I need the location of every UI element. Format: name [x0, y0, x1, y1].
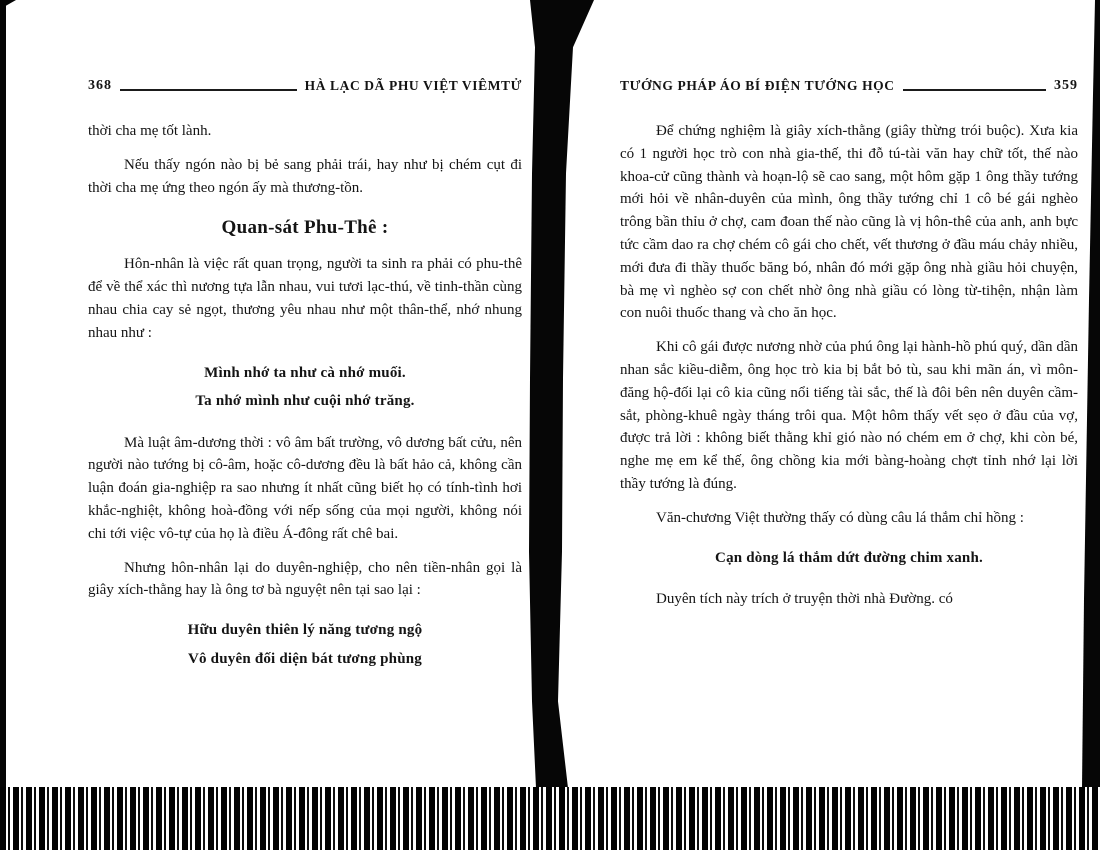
- paragraph-marriage: Hôn-nhân là việc rất quan trọng, người ta sinh ra phải có phu-thê để về thể xác thì nương tựa lẫn nhau, vui tươi lạc-thú, về tinh-thần cùng nhau chia cay sẻ ngọt, thương yêu nhau như một thân-thể, nhớ nhung nhau như :: [88, 256, 522, 341]
- page-number-right: 359: [1054, 78, 1078, 93]
- verse-quote: [620, 544, 1078, 573]
- book-page-left: [88, 78, 522, 689]
- verse-line: Vô duyên đối diện bát tương phùng: [188, 650, 422, 667]
- verse-folk: [88, 359, 522, 416]
- book-binding-gutter-shadow: [520, 0, 600, 788]
- left-page-edge-shadow: [0, 0, 6, 788]
- header-rule: [903, 89, 1046, 91]
- scan-corner-mark: [0, 0, 16, 16]
- paragraph-destiny: Nhưng hôn-nhân lại do duyên-nghiệp, cho nên tiền-nhân gọi là giây xích-thằng hay là ông tơ bà nguyệt nên tại sao lại :: [88, 559, 522, 599]
- running-title-left: HÀ LẠC DÃ PHU VIỆT VIÊMTỬ: [304, 78, 522, 93]
- page-number-left: 368: [88, 78, 112, 93]
- paragraph-continuation: thời cha mẹ tốt lành.: [88, 123, 212, 139]
- right-page-edge-shadow: [1078, 0, 1100, 788]
- verse-line: Mình nhớ ta như cà nhớ muối.: [204, 364, 406, 381]
- running-header-left: [88, 78, 522, 94]
- verse-sino: [88, 616, 522, 673]
- scan-bottom-stripe-artifact: [0, 787, 1100, 850]
- running-header-right: [620, 78, 1078, 94]
- verse-line: Cạn dòng lá thắm dứt đường chim xanh.: [715, 549, 983, 566]
- verse-line: Ta nhớ mình như cuội nhớ trăng.: [195, 393, 415, 410]
- paragraph-literature: Văn-chương Việt thường thấy có dùng câu lá thắm chỉ hồng :: [656, 509, 1024, 526]
- book-page-right: [620, 78, 1078, 622]
- paragraph-origin: Duyên tích này trích ở truyện thời nhà Đường. có: [656, 591, 953, 608]
- paragraph-yinyang: Mà luật âm-dương thời : vô âm bất trường, vô dương bất cửu, nên người nào tướng bị cô-âm, hoặc cô-dương đều là bất hảo cả, không cần luận đoán gia-nghiệp ra sao nhưng ít nhất cũng biết họ có tính-tình hơi khắc-nghiệt, không hoà-đồng với nếp sống của mọi người, không nói chi tới việc vô-tự của họ là điều Á-đông rất chê bai.: [88, 434, 522, 542]
- section-heading: Quan-sát Phu-Thê :: [221, 217, 389, 239]
- paragraph-story-2: Khi cô gái được nương nhờ của phú ông lại hành-hồ phú quý, dần dần nhan sắc kiều-diễm, ông học trò kia bị bắt bỏ tù, sau khi mãn án, vì môn-đăng hộ-đối lại cô kia cũng nổi tiếng tài sắc, thế là đôi bên nên duyên cầm-sắt, phòng-khuê ngày tháng trôi qua. Một hôm thấy vết sẹo ở đầu của vợ, được trả lời : không biết thằng khỉ gió nào nó chém em ở chợ, khi còn bé, nghe mẹ em kể thế, ông chồng kia mới bàng-hoàng chợt tỉnh nhớ lại lời thầy tướng là đúng.: [620, 339, 1078, 492]
- running-title-right: TƯỚNG PHÁP ÁO BÍ ĐIỆN TƯỚNG HỌC: [620, 78, 895, 93]
- paragraph-fingers: Nếu thấy ngón nào bị bẻ sang phải trái, hay như bị chém cụt đi thời cha mẹ ứng theo ngón ấy mà thương-tồn.: [88, 156, 522, 196]
- paragraph-story-1: Để chứng nghiệm là giây xích-thằng (giây thừng trói buộc). Xưa kia có 1 người học trò con nhà gia-thế, thi đỗ tú-tài văn hay chữ tốt, thế nào khoa-cử cũng thành và hoạn-lộ sẽ cao sang, một hôm gặp 1 ông thầy tướng mới hỏi về nhân-duyên của mình, ông thầy tướng chỉ 1 cô bé gái nghèo trông bần thỉu ở chợ, cam đoan thế nào cũng là vị hôn-thê của anh, anh bực tức cầm dao ra chợ chém cô gái cho chết, vết thương ở đầu máu chảy nhiều, mới đưa đi thầy thuốc băng bó, nhân đó mới gặp ông nhà giầu hỏi chuyện, bà mẹ vì nghèo sợ con chết nhờ ông nhà giầu có lòng từ-tihện, nhận làm con nuôi thuốc thang và cho ăn học.: [620, 123, 1078, 322]
- header-rule: [120, 89, 297, 91]
- verse-line: Hữu duyên thiên lý năng tương ngộ: [187, 622, 423, 639]
